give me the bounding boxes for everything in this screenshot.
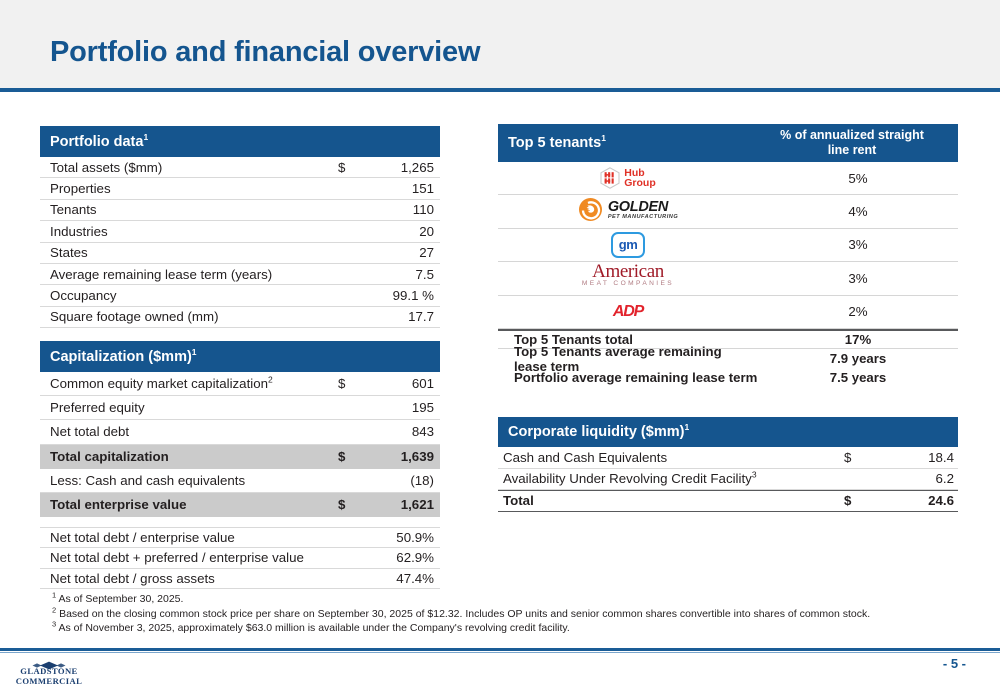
portfolio-data-header-label: Portfolio data$^1$: [50, 131, 149, 150]
hub-group-logo: [600, 167, 656, 189]
table-row: [40, 527, 440, 548]
diamond-mark-icon: [8, 657, 90, 666]
table-row: [40, 493, 440, 517]
top-tenants-table: [498, 124, 958, 329]
row-label: Less: Cash and cash equivalents: [50, 472, 246, 488]
footnote: $^1$ As of September 30, 2025.: [52, 590, 184, 605]
table-row: [40, 372, 440, 396]
footer-divider-highlight: [0, 652, 1000, 653]
table-row: [40, 307, 440, 328]
row-label: Total capitalization: [50, 448, 169, 464]
row-value: 195: [411, 400, 434, 416]
golden-paw-icon: [578, 197, 603, 227]
gm-wordmark: gm: [618, 237, 638, 253]
tenant-logo-cell: [498, 195, 758, 227]
row-value: 151: [411, 181, 434, 197]
footnotes: [52, 592, 982, 636]
row-value: 47.4%: [396, 570, 434, 586]
corporate-liquidity-header: [498, 417, 958, 447]
tenant-rent-percent: 3%: [848, 237, 868, 253]
tenant-total-value: 17%: [844, 332, 872, 347]
tenant-row: [498, 229, 958, 262]
capitalization-rows: [40, 372, 440, 517]
table-row: [40, 548, 440, 569]
row-label: Cash and Cash Equivalents: [503, 449, 668, 465]
corporate-liquidity-header-label: Corporate liquidity ($mm)$^1$: [508, 422, 690, 440]
row-label: Tenants: [50, 202, 97, 218]
top-tenants-header: [498, 124, 958, 162]
table-row: [40, 396, 440, 420]
table-row: [40, 157, 440, 178]
golden-pet-manufacturing-logo: [578, 197, 678, 227]
row-label: Availability Under Revolving Credit Facility$^3$: [503, 469, 757, 487]
tenant-total-label: Top 5 Tenants average remaining lease term: [514, 343, 722, 374]
row-label: Preferred equity: [50, 400, 145, 416]
tenant-row: [498, 296, 958, 329]
portfolio-data-rows: [40, 157, 440, 328]
row-label: Total: [503, 493, 534, 509]
table-row: [498, 447, 958, 469]
tenant-logo-cell: [498, 162, 758, 194]
row-label: Properties: [50, 181, 111, 197]
corporate-liquidity-table: [498, 417, 958, 512]
portfolio-data-table: [40, 126, 440, 328]
gladstone-commercial-logo: [8, 657, 90, 686]
tenant-total-label: Portfolio average remaining lease term: [514, 370, 758, 385]
row-label: Occupancy: [50, 288, 117, 304]
row-value: 601: [411, 376, 434, 392]
brand-line-1: GLADSTONE: [20, 666, 78, 676]
capitalization-table: [40, 341, 440, 517]
row-value: 17.7: [408, 309, 434, 325]
leverage-ratios-table: [40, 527, 440, 589]
row-label: States: [50, 245, 88, 261]
top-tenants-header-rent: [752, 128, 958, 158]
top-tenants-rows: [498, 162, 958, 329]
table-row: [498, 469, 958, 491]
tenant-total-row: [498, 343, 958, 374]
row-label: Square footage owned (mm): [50, 309, 219, 325]
footnote-marker: 1: [684, 422, 690, 433]
row-currency: $: [338, 497, 346, 513]
row-label: Net total debt + preferred / enterprise value: [50, 550, 304, 566]
row-label: Average remaining lease term (years): [50, 266, 273, 282]
row-value: 18.4: [928, 449, 954, 465]
row-label: Industries: [50, 223, 108, 239]
row-currency: $: [338, 376, 346, 392]
tenant-logo-cell: [498, 296, 758, 328]
table-row: [40, 200, 440, 221]
portfolio-data-header: [40, 126, 440, 157]
tenant-total-value: 7.9 years: [829, 351, 887, 366]
row-value: 24.6: [928, 493, 954, 509]
capitalization-header: [40, 341, 440, 372]
row-value: 7.5: [415, 266, 434, 282]
top-tenants-totals: [498, 329, 958, 387]
footnote-marker: 1: [191, 346, 197, 357]
row-label: Net total debt: [50, 424, 130, 440]
row-value: 1,639: [400, 448, 434, 464]
tenant-row: [498, 262, 958, 295]
footnote-marker: 3: [52, 619, 57, 629]
row-value: 110: [412, 202, 434, 218]
tenant-rent-percent: 4%: [848, 204, 868, 220]
tenant-total-label: Top 5 Tenants total: [514, 332, 633, 347]
tenant-row: [498, 195, 958, 228]
golden-wordmark: GOLDEN PET MANUFACTURING: [607, 198, 679, 220]
gm-logo: [611, 232, 645, 258]
row-label: Net total debt / gross assets: [50, 570, 215, 586]
table-row: [40, 469, 440, 493]
corporate-liquidity-rows: [498, 447, 958, 512]
footer-divider: [0, 648, 1000, 651]
tenant-row: [498, 162, 958, 195]
row-value: 6.2: [935, 471, 954, 487]
footnote-marker: 1: [52, 590, 57, 600]
leverage-ratios-rows: [40, 527, 440, 589]
row-value: 20: [419, 223, 434, 239]
row-value: 1,621: [400, 497, 434, 513]
row-value: (18): [410, 472, 434, 488]
row-value: 50.9%: [396, 529, 434, 545]
table-row: [40, 243, 440, 264]
tenant-total-row: [498, 368, 958, 387]
row-value: 1,265: [400, 159, 434, 175]
rent-header-line1: % of annualized straight: [780, 128, 924, 142]
page-number: - 5 -: [942, 656, 966, 671]
footnote-marker: 1: [143, 131, 149, 142]
row-currency: $: [844, 449, 852, 465]
row-currency: $: [844, 493, 852, 509]
footnote: $^2$ Based on the closing common stock price per share on September 30, 2025 of $12.32. Includes OP units and senior common shares convertible into shares of common stock.: [52, 605, 871, 620]
footnote: $^3$ As of November 3, 2025, approximately $63.0 million is available under the Company's revolving credit facility.: [52, 619, 570, 635]
row-value: 843: [411, 424, 434, 440]
tenant-total-value: 7.5 years: [829, 370, 887, 385]
row-label: Net total debt / enterprise value: [50, 529, 235, 545]
table-row: [40, 264, 440, 285]
table-row: [40, 420, 440, 444]
footnote-marker: 1: [601, 133, 606, 144]
row-currency: $: [338, 159, 346, 175]
table-row: [40, 569, 440, 590]
footnote-marker: 2: [52, 605, 57, 615]
american-meat-companies-logo: [581, 261, 675, 290]
table-row: [40, 285, 440, 306]
footnote-marker: 2: [268, 374, 273, 385]
table-row: [40, 445, 440, 469]
top-tenants-header-label: Top 5 tenants$^1$: [508, 133, 606, 151]
row-value: 27: [419, 245, 434, 261]
row-label: Total enterprise value: [50, 497, 187, 513]
row-value: 99.1 %: [392, 288, 434, 304]
row-label: Common equity market capitalization$^2$: [50, 374, 273, 392]
american-wordmark: American: [592, 261, 664, 283]
american-tagline: MEAT COMPANIES: [581, 280, 675, 288]
tenant-rent-percent: 5%: [848, 170, 868, 186]
tenant-logo-cell: [498, 229, 758, 261]
rent-header-line2: line rent: [827, 143, 877, 157]
page-title: Portfolio and financial overview: [50, 36, 481, 68]
row-label: Total assets ($mm): [50, 159, 163, 175]
footnote-marker: 3: [751, 469, 757, 480]
table-row: [498, 490, 958, 512]
adp-wordmark: ADP: [612, 302, 644, 320]
tenant-rent-percent: 3%: [848, 270, 868, 286]
title-divider-highlight: [0, 92, 1000, 93]
row-currency: $: [338, 448, 346, 464]
table-row: [40, 221, 440, 242]
row-value: 62.9%: [396, 550, 434, 566]
brand-line-2: COMMERCIAL: [15, 675, 83, 686]
tenant-rent-percent: 2%: [848, 304, 868, 320]
capitalization-header-label: Capitalization ($mm)$^1$: [50, 346, 197, 365]
hub-group-wordmark: Hub Group: [624, 167, 656, 190]
table-row: [40, 178, 440, 199]
hub-hex-icon: [600, 167, 620, 189]
tenant-logo-cell: [498, 262, 758, 294]
